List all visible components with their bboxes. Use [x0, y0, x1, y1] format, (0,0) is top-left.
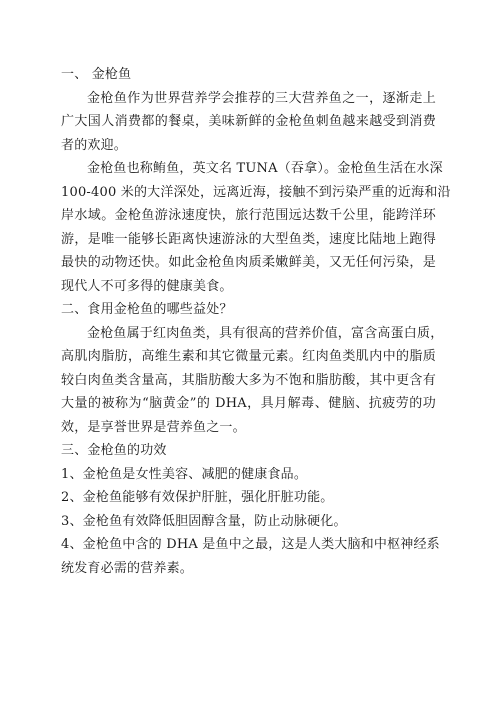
text-line: 广大国人消费都的餐桌，美味新鲜的金枪鱼刺鱼越来越受到消费 — [61, 114, 436, 129]
text-line: 高肌肉脂肪，高维生素和其它微量元素。红肉鱼类肌内中的脂质 — [61, 349, 436, 364]
text-line: 金枪鱼也称鲔鱼，英文名 TUNA（吞拿）。金枪鱼生活在水深 — [87, 161, 443, 176]
text-line: 游，是唯一能够长距离快速游泳的大型鱼类，速度比陆地上跑得 — [61, 231, 436, 247]
text-line: 统发育必需的营养素。 — [61, 560, 194, 576]
text-line: 者的欢迎。 — [61, 137, 128, 153]
text-line: 2、金枪鱼能够有效保护肝脏，强化肝脏功能。 — [61, 490, 334, 505]
text-line: 最快的动物还快。如此金枪鱼肉质柔嫩鲜美，又无任何污染，是 — [61, 255, 436, 270]
text-line: 100-400 米的大洋深处，远离近海，接触不到污染严重的近海和沿 — [61, 184, 451, 200]
text-line: 现代人不可多得的健康美食。 — [61, 278, 233, 294]
text-line: 3、金枪鱼有效降低胆固醇含量，防止动脉硬化。 — [61, 513, 347, 529]
text-line: 岸水域。金枪鱼游泳速度快，旅行范围远达数千公里，能跨洋环 — [61, 208, 436, 223]
text-line: 4、金枪鱼中含的 DHA 是鱼中之最，这是人类大脑和中枢神经系 — [61, 537, 440, 552]
text-line: 二、食用金枪鱼的哪些益处？ — [61, 302, 233, 317]
text-line: 金枪鱼作为世界营养学会推荐的三大营养鱼之一，逐渐走上 — [87, 90, 436, 106]
text-line: 一、 金枪鱼 — [61, 67, 132, 82]
text-line: 金枪鱼属于红肉鱼类，具有很高的营养价值，富含高蛋白质， — [87, 325, 444, 341]
text-line: 1、金枪鱼是女性美容、减肥的健康食品。 — [61, 466, 308, 482]
document-body — [61, 63, 451, 580]
text-line: 效，是享誉世界是营养鱼之一。 — [61, 419, 246, 435]
text-line: 三、金枪鱼的功效 — [61, 443, 167, 458]
text-line: 较白肉鱼类含量高，其脂肪酸大多为不饱和脂肪酸，其中更含有 — [61, 372, 436, 388]
text-line: 大量的被称为“脑黄金”的 DHA，具月解毒、健脑、抗疲劳的功 — [61, 396, 436, 411]
